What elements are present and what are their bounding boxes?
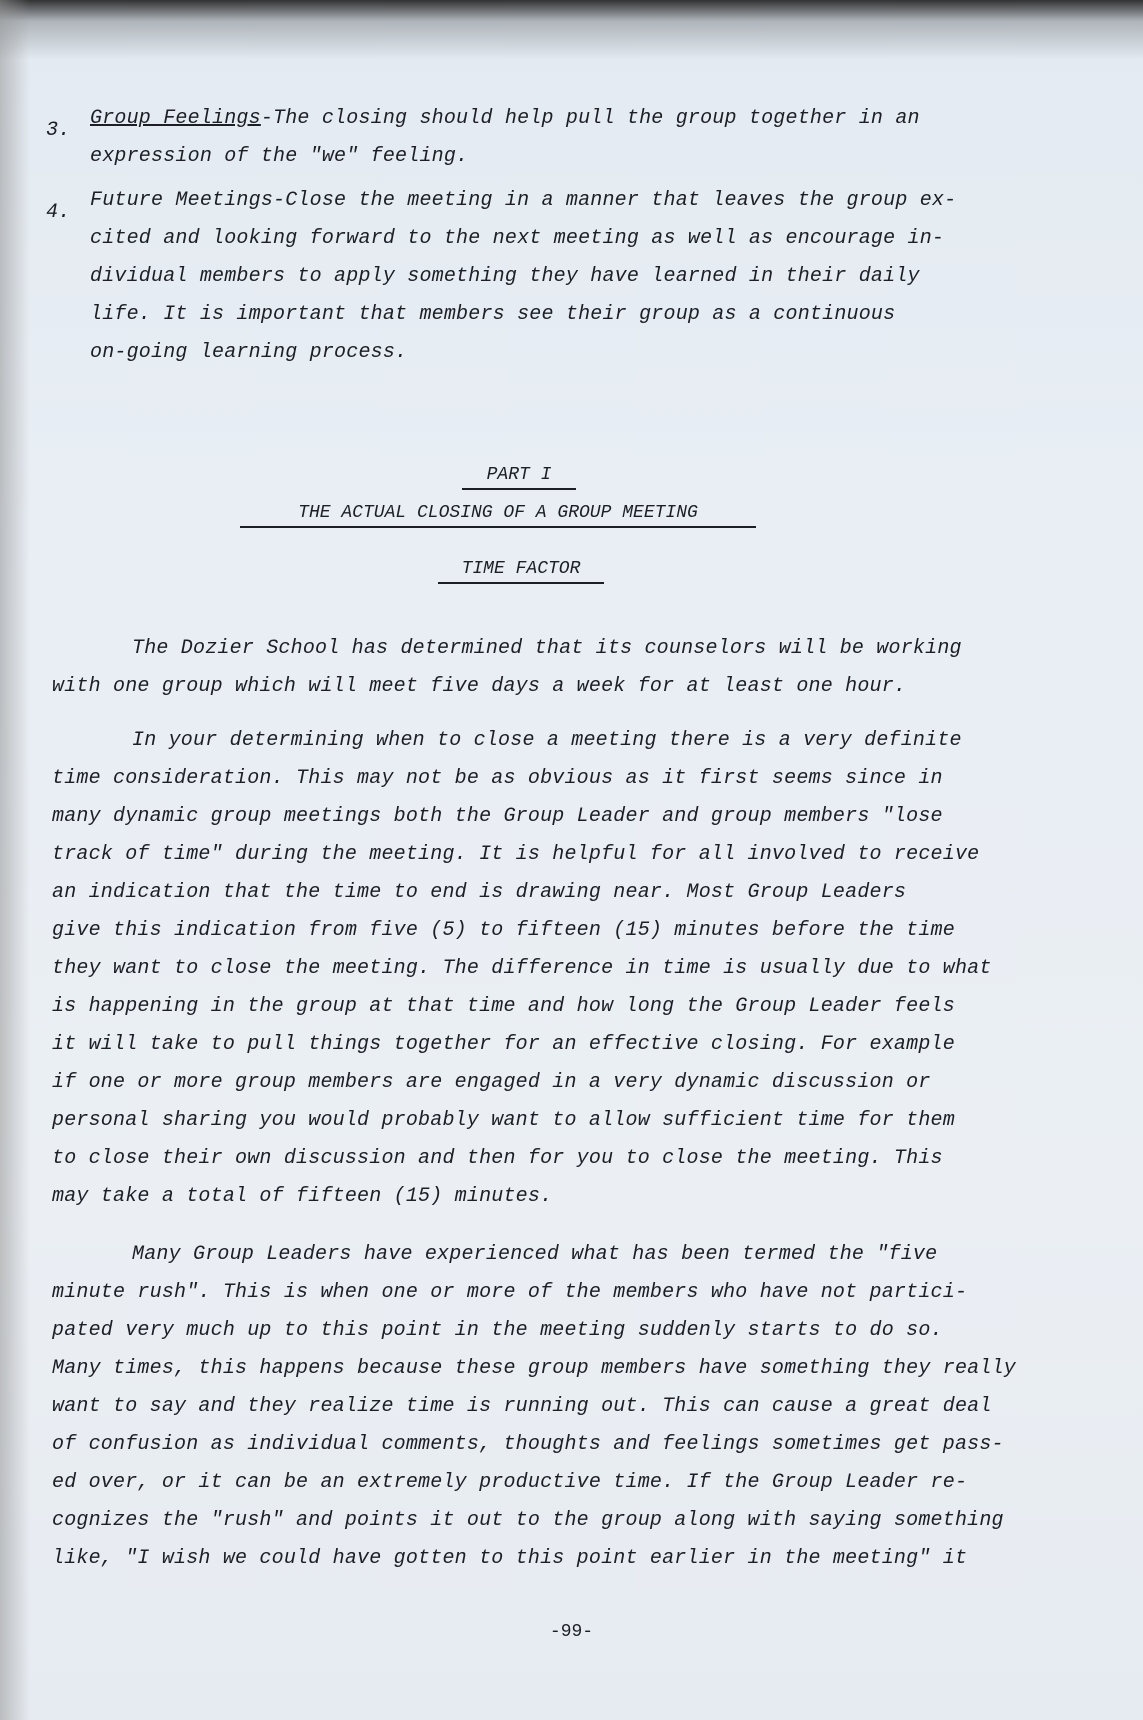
list-item-line: dividual members to apply something they have learned in their daily xyxy=(90,265,920,288)
paragraph-line: Many Group Leaders have experienced what has been termed the "five xyxy=(132,1243,938,1266)
page-number: -99- xyxy=(549,1622,594,1642)
paragraph-line: give this indication from five (5) to fifteen (15) minutes before the time xyxy=(52,919,955,942)
paragraph-line: is happening in the group at that time and how long the Group Leader feels xyxy=(52,995,955,1018)
paragraph-line: time consideration. This may not be as obvious as it first seems since in xyxy=(52,767,943,790)
paragraph-line: to close their own discussion and then for you to close the meeting. This xyxy=(52,1147,943,1170)
paragraph-line: many dynamic group meetings both the Group Leader and group members "lose xyxy=(52,805,943,828)
page-left-shadow xyxy=(0,0,30,1720)
paragraph-line: it will take to pull things together for an effective closing. For example xyxy=(52,1033,955,1056)
paragraph xyxy=(52,1236,1016,1578)
paragraph-line: In your determining when to close a meeting there is a very definite xyxy=(132,729,962,752)
paragraph-line: with one group which will meet five days a week for at least one hour. xyxy=(52,675,907,698)
paragraph-line: if one or more group members are engaged in a very dynamic discussion or xyxy=(52,1071,931,1094)
paragraph-line: may take a total of fifteen (15) minutes. xyxy=(52,1185,553,1208)
paragraph-line: personal sharing you would probably want to allow sufficient time for them xyxy=(52,1109,955,1132)
part-heading: PART I xyxy=(462,462,576,490)
list-item-4 xyxy=(46,182,1046,382)
paragraph-line: of confusion as individual comments, thoughts and feelings sometimes get pass- xyxy=(52,1433,1004,1456)
list-item-line: expression of the "we" feeling. xyxy=(90,145,469,168)
paragraph-line: minute rush". This is when one or more of the members who have not partici- xyxy=(52,1281,968,1304)
list-item-title: Group Feelings xyxy=(90,107,261,130)
list-item-line: life. It is important that members see their group as a continuous xyxy=(90,303,896,326)
subsection-heading: TIME FACTOR xyxy=(438,556,604,584)
page-top-shadow xyxy=(0,0,1143,60)
list-item-3 xyxy=(46,100,1046,180)
paragraph xyxy=(52,722,992,1216)
list-item-first-line: Future Meetings-Close the meeting in a manner that leaves the group ex- xyxy=(90,189,957,212)
paragraph-line: cognizes the "rush" and points it out to the group along with saying something xyxy=(52,1509,1004,1532)
paragraph-line: ed over, or it can be an extremely productive time. If the Group Leader re- xyxy=(52,1471,968,1494)
list-item-title-rest: -The closing should help pull the group together in an xyxy=(260,107,920,130)
paragraph-line: track of time" during the meeting. It is helpful for all involved to receive xyxy=(52,843,980,866)
list-item-number: 4. xyxy=(46,201,71,224)
list-item-line: cited and looking forward to the next meeting as well as encourage in- xyxy=(90,227,945,250)
paragraph-line: want to say and they realize time is running out. This can cause a great deal xyxy=(52,1395,992,1418)
paragraph-line: Many times, this happens because these group members have something they really xyxy=(52,1357,1016,1380)
paragraph-line: they want to close the meeting. The difference in time is usually due to what xyxy=(52,957,992,980)
section-heading: THE ACTUAL CLOSING OF A GROUP MEETING xyxy=(240,500,756,528)
paragraph-line: pated very much up to this point in the meeting suddenly starts to do so. xyxy=(52,1319,943,1342)
paragraph-line: The Dozier School has determined that its counselors will be working xyxy=(132,637,962,660)
paragraph-line: like, "I wish we could have gotten to this point earlier in the meeting" it xyxy=(52,1547,968,1570)
list-item-line: on-going learning process. xyxy=(90,341,408,364)
list-item-number: 3. xyxy=(46,119,71,142)
list-item-first-line xyxy=(90,100,920,138)
paragraph-line: an indication that the time to end is drawing near. Most Group Leaders xyxy=(52,881,907,904)
paragraph xyxy=(52,630,962,706)
